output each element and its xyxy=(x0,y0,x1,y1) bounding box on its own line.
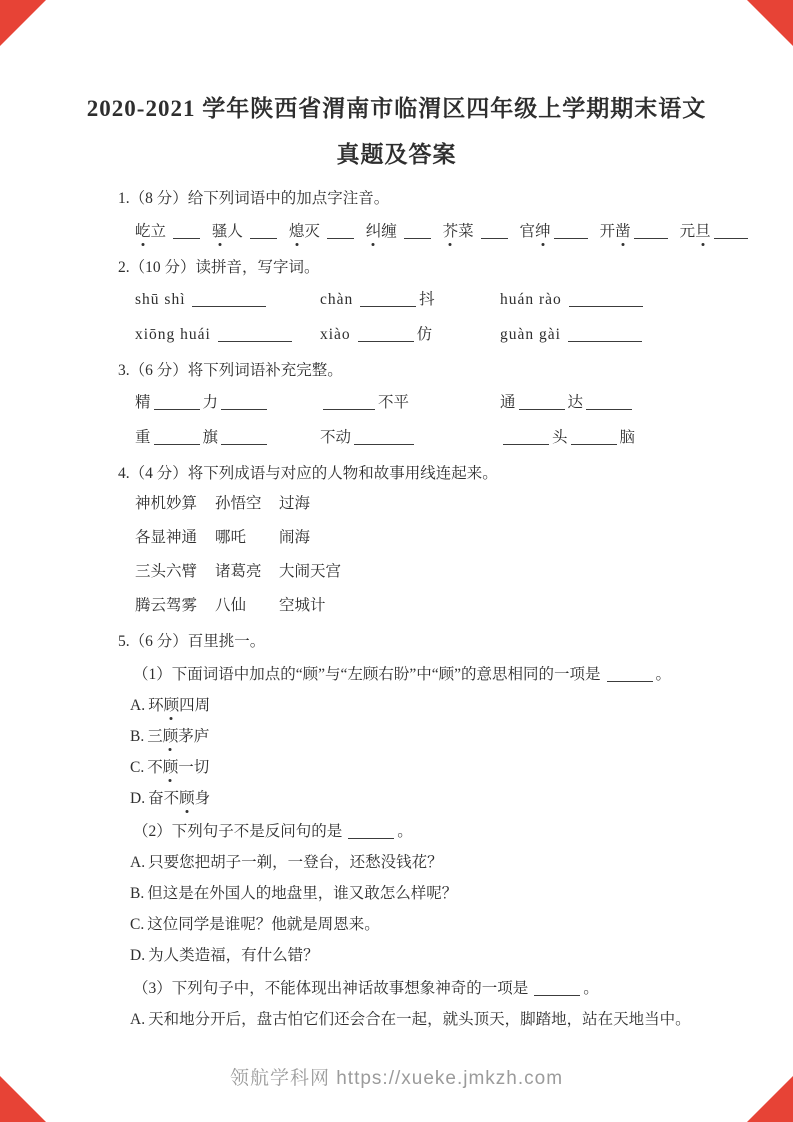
char: 开 xyxy=(599,223,616,240)
question-2 xyxy=(118,257,733,345)
given-char: 精 xyxy=(135,394,151,411)
word-item xyxy=(212,223,280,240)
char: 一 xyxy=(178,759,194,776)
char: 身 xyxy=(194,790,211,807)
pinyin-text: guàn gài xyxy=(500,326,561,343)
dotted-char: 绅 xyxy=(535,223,551,240)
char: 元 xyxy=(679,223,696,240)
dotted-char: 纠 xyxy=(365,223,382,240)
option-label: B. xyxy=(130,728,145,745)
sub-prompt: （3）下列句子中，不能体现出神话故事想象神奇的一项是 xyxy=(133,980,529,997)
answer-blank xyxy=(569,293,643,307)
answer-blank xyxy=(192,293,266,307)
match-cell-person: 八仙 xyxy=(215,597,247,614)
dotted-char: 凿 xyxy=(615,223,631,240)
answer-blank xyxy=(221,431,267,445)
dotted-char: 顾 xyxy=(162,728,179,745)
pinyin-text: xiào xyxy=(320,326,351,343)
word-item xyxy=(443,223,511,240)
char: 奋 xyxy=(148,790,164,807)
page-title-line-1: 2020-2021 学年陕西省渭南市临渭区四年级上学期期末语文 xyxy=(86,96,707,121)
match-cell-story: 过海 xyxy=(279,495,311,512)
char: 茅 xyxy=(178,728,194,745)
match-row xyxy=(118,595,733,616)
option-row xyxy=(118,852,733,873)
dotted-char: 熄 xyxy=(288,223,305,240)
answer-blank xyxy=(607,668,653,682)
dotted-char: 顾 xyxy=(163,697,180,714)
q1-words-row xyxy=(118,221,733,242)
match-cell-person: 哪吒 xyxy=(215,529,247,546)
given-char: 仿 xyxy=(416,326,433,343)
option-row xyxy=(118,788,733,809)
given-char: 达 xyxy=(567,394,584,411)
sub2-options xyxy=(118,852,733,966)
option-label: A. xyxy=(130,697,146,714)
sub-prompt-tail: 。 xyxy=(655,666,672,683)
question-4 xyxy=(118,463,733,616)
sub-question-3 xyxy=(118,978,733,999)
match-cell-idiom: 各显神通 xyxy=(135,529,198,546)
answer-blank xyxy=(404,225,431,239)
answer-blank xyxy=(586,396,632,410)
dotted-char: 旦 xyxy=(695,223,711,240)
char: 立 xyxy=(150,223,167,240)
pinyin-item xyxy=(320,289,500,310)
q1-stem: 1.（8 分）给下列词语中的加点字注音。 xyxy=(118,190,390,207)
given-char: 脑 xyxy=(619,429,636,446)
answer-blank xyxy=(250,225,277,239)
answer-blank xyxy=(360,293,416,307)
pinyin-text: huán rào xyxy=(500,291,562,308)
pinyin-text: xiōng huái xyxy=(135,326,211,343)
answer-blank xyxy=(358,328,414,342)
page-title-line-2: 真题及答案 xyxy=(336,142,457,167)
sub-question-2 xyxy=(118,821,733,842)
footer-watermark: 领航学科网 https://xueke.jmkzh.com xyxy=(229,1068,564,1089)
option-label: C. xyxy=(130,916,145,933)
match-row xyxy=(118,493,733,514)
q2-stem: 2.（10 分）读拼音，写字词。 xyxy=(118,259,320,276)
char: 四 xyxy=(179,697,195,714)
q5-stem: 5.（6 分）百里挑一。 xyxy=(118,633,266,650)
match-cell-person: 孙悟空 xyxy=(215,495,262,512)
question-1 xyxy=(118,188,733,242)
pinyin-item xyxy=(320,324,500,345)
corner-mark-top-left xyxy=(0,0,46,46)
match-cell-story: 大闹天宫 xyxy=(279,563,342,580)
q3-stem: 3.（6 分）将下列词语补充完整。 xyxy=(118,362,343,379)
answer-blank xyxy=(154,431,200,445)
char: 灭 xyxy=(304,223,320,240)
option-row xyxy=(118,914,733,935)
answer-blank xyxy=(481,225,508,239)
given-char: 力 xyxy=(202,394,219,411)
fill-item xyxy=(135,392,320,413)
char: 官 xyxy=(519,223,536,240)
dotted-char: 顾 xyxy=(162,759,179,776)
page-title xyxy=(0,0,793,172)
char: 周 xyxy=(194,697,211,714)
question-5 xyxy=(118,631,733,1030)
given-char: 抖 xyxy=(419,291,435,308)
option-text: 但这是在外国人的地盘里，谁又敢怎么样呢？ xyxy=(147,885,458,902)
option-row xyxy=(118,695,733,716)
option-row xyxy=(118,1009,733,1030)
answer-blank xyxy=(154,396,200,410)
answer-blank xyxy=(327,225,354,239)
match-cell-story: 闹海 xyxy=(279,529,311,546)
corner-mark-top-right xyxy=(747,0,793,46)
char: 庐 xyxy=(193,728,210,745)
option-text: 只要您把胡子一剃，一登台，还愁没钱花？ xyxy=(148,854,443,871)
option-label: A. xyxy=(130,1011,146,1028)
answer-blank xyxy=(323,396,375,410)
given-char: 不平 xyxy=(378,394,410,411)
fill-item xyxy=(320,392,500,413)
fill-item xyxy=(500,427,733,448)
char: 菜 xyxy=(458,223,474,240)
char: 不 xyxy=(163,790,180,807)
option-text xyxy=(148,790,210,807)
answer-blank xyxy=(221,396,267,410)
pinyin-item xyxy=(500,289,733,310)
sub3-options xyxy=(118,1009,733,1030)
word-item xyxy=(135,223,203,240)
answer-blank xyxy=(354,431,414,445)
char: 环 xyxy=(148,697,164,714)
pinyin-item xyxy=(135,289,320,310)
pinyin-text: chàn xyxy=(320,291,354,308)
answer-blank xyxy=(568,328,642,342)
answer-blank xyxy=(571,431,617,445)
fill-item xyxy=(135,427,320,448)
dotted-char: 顾 xyxy=(179,790,195,807)
option-row xyxy=(118,726,733,747)
match-cell-person: 诸葛亮 xyxy=(215,563,262,580)
given-char: 重 xyxy=(135,429,151,446)
question-3 xyxy=(118,360,733,448)
match-row xyxy=(118,527,733,548)
dotted-char: 屹 xyxy=(135,223,151,240)
answer-blank xyxy=(218,328,292,342)
option-text: 天和地分开后，盘古怕它们还会合在一起，就头顶天，脚踏地，站在天地当中。 xyxy=(148,1011,691,1028)
option-row xyxy=(118,883,733,904)
q3-fill-row-2 xyxy=(118,427,733,448)
word-item xyxy=(289,223,357,240)
given-char: 旗 xyxy=(202,429,219,446)
dotted-char: 骚 xyxy=(211,223,228,240)
char: 人 xyxy=(227,223,243,240)
pinyin-text: shū shì xyxy=(135,291,186,308)
dotted-char: 芥 xyxy=(442,223,459,240)
match-cell-idiom: 腾云驾雾 xyxy=(135,597,198,614)
fill-item xyxy=(320,427,500,448)
option-text: 为人类造福，有什么错？ xyxy=(148,947,319,964)
given-char: 通 xyxy=(500,394,516,411)
answer-blank xyxy=(634,225,668,239)
pinyin-item xyxy=(135,324,320,345)
option-label: C. xyxy=(130,759,145,776)
match-cell-idiom: 神机妙算 xyxy=(135,495,198,512)
sub-prompt: （2）下列句子不是反问句的是 xyxy=(133,823,343,840)
option-label: D. xyxy=(130,947,146,964)
q2-pinyin-row-2 xyxy=(118,324,733,345)
option-text xyxy=(147,759,209,776)
sub-prompt: （1）下面词语中加点的“顾”与“左顾右盼”中“顾”的意思相同的一项是 xyxy=(133,666,601,683)
word-item xyxy=(366,223,434,240)
option-row xyxy=(118,945,733,966)
option-text: 这位同学是谁呢？他就是周恩来。 xyxy=(147,916,380,933)
option-label: D. xyxy=(130,790,146,807)
char: 不 xyxy=(147,759,163,776)
sub-prompt-tail: 。 xyxy=(583,980,599,997)
given-char: 头 xyxy=(552,429,568,446)
answer-blank xyxy=(503,431,549,445)
match-row xyxy=(118,561,733,582)
option-row xyxy=(118,757,733,778)
answer-blank xyxy=(714,225,748,239)
answer-blank xyxy=(554,225,588,239)
q4-stem: 4.（4 分）将下列成语与对应的人物和故事用线连起来。 xyxy=(118,465,498,482)
sub-prompt-tail: 。 xyxy=(397,823,413,840)
sub1-options xyxy=(118,695,733,809)
answer-blank xyxy=(348,825,394,839)
option-label: B. xyxy=(130,885,145,902)
pinyin-item xyxy=(500,324,733,345)
answer-blank xyxy=(519,396,565,410)
answer-blank xyxy=(173,225,200,239)
q2-pinyin-row-1 xyxy=(118,289,733,310)
answer-blank xyxy=(534,982,580,996)
sub-question-1 xyxy=(118,664,733,685)
q3-fill-row-1 xyxy=(118,392,733,413)
fill-item xyxy=(500,392,733,413)
char: 三 xyxy=(147,728,163,745)
char: 缠 xyxy=(381,223,397,240)
option-text xyxy=(148,697,210,714)
word-item xyxy=(520,223,591,240)
match-cell-idiom: 三头六臂 xyxy=(135,563,198,580)
given-char: 不动 xyxy=(320,429,352,446)
char: 切 xyxy=(193,759,210,776)
match-cell-story: 空城计 xyxy=(279,597,326,614)
word-item xyxy=(680,223,751,240)
option-text xyxy=(147,728,209,745)
exam-body xyxy=(118,188,733,1030)
option-label: A. xyxy=(130,854,146,871)
word-item xyxy=(600,223,671,240)
